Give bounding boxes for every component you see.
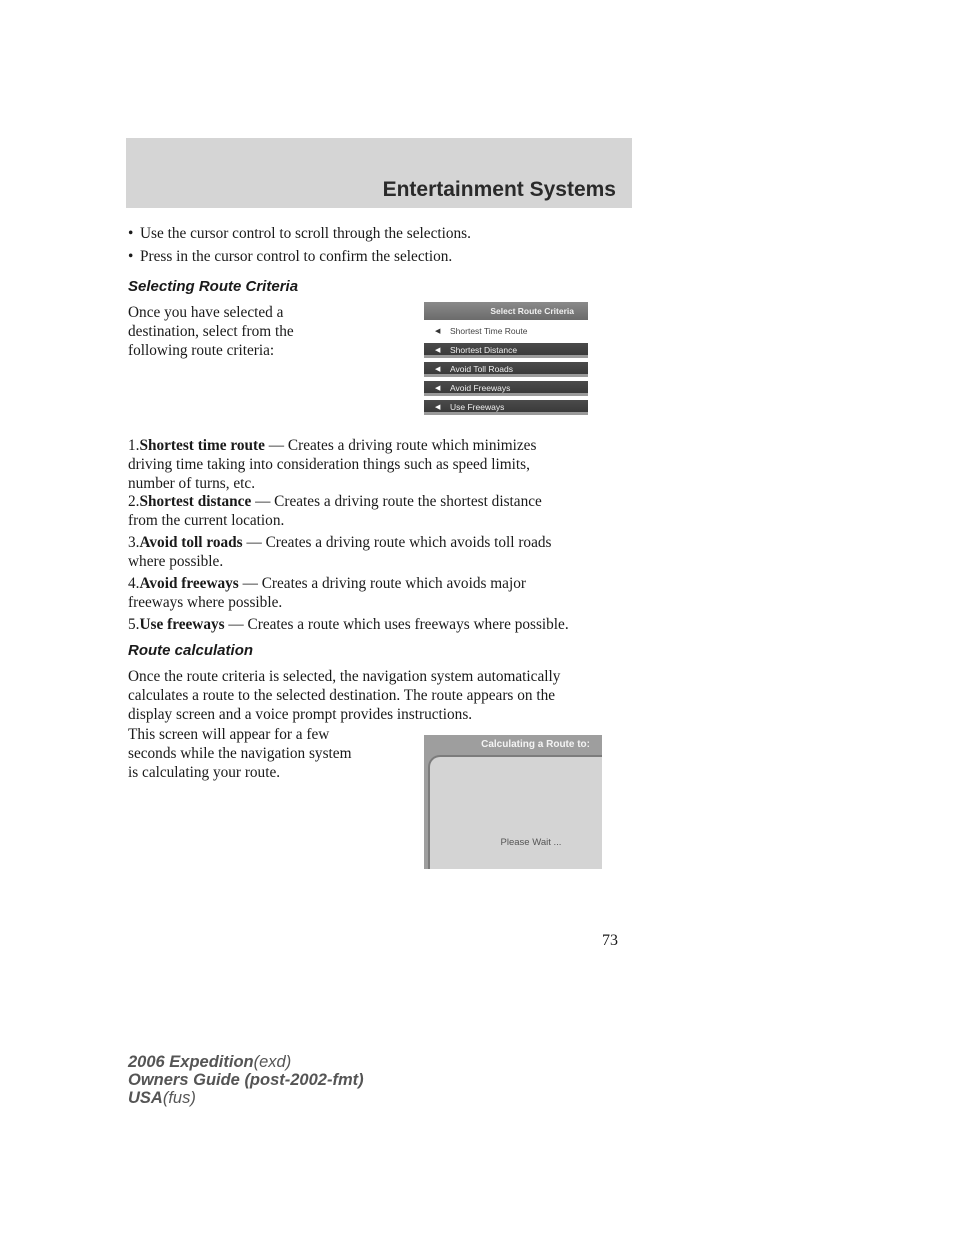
please-wait-text: Please Wait ... xyxy=(500,837,562,848)
left-arrow-icon: ◀ xyxy=(435,328,441,335)
criteria-option[interactable]: ◀ Avoid Freeways xyxy=(424,381,588,396)
calc-screen-title: Calculating a Route to: xyxy=(481,739,590,750)
criteria-option[interactable]: ◀ Shortest Distance xyxy=(424,343,588,358)
section-heading: Route calculation xyxy=(128,642,254,659)
criteria-description: 4.Avoid freeways — Creates a driving route which avoids major freeways where possible. xyxy=(128,575,526,611)
screen-description: This screen will appear for a few seconds while the navigation system is calculating your route. xyxy=(128,726,352,781)
page-number: 73 xyxy=(602,932,618,949)
left-arrow-icon: ◀ xyxy=(435,404,441,411)
criteria-description: 2.Shortest distance — Creates a driving route the shortest distance from the current location. xyxy=(128,493,542,529)
header-band xyxy=(126,138,632,208)
header-title: Entertainment Systems xyxy=(382,178,616,201)
criteria-screen-title: Select Route Criteria xyxy=(424,302,588,320)
bullet-item: • Press in the cursor control to confirm the selection. xyxy=(128,248,453,265)
calc-panel xyxy=(428,755,602,869)
criteria-description: 3.Avoid toll roads — Creates a driving route which avoids toll roads where possible. xyxy=(128,534,552,570)
criteria-description: 5.Use freeways — Creates a route which uses freeways where possible. xyxy=(128,616,569,633)
criteria-option[interactable]: ◀ Avoid Toll Roads xyxy=(424,362,588,377)
criteria-option[interactable]: ◀ Shortest Time Route xyxy=(424,324,588,339)
intro-paragraph: Once you have selected a destination, select from the following route criteria: xyxy=(128,304,294,359)
route-criteria-screen xyxy=(424,302,588,419)
left-arrow-icon: ◀ xyxy=(435,385,441,392)
footer: 2006 Expedition(exd) Owners Guide (post-2002-fmt) USA(fus) xyxy=(128,1053,364,1107)
left-arrow-icon: ◀ xyxy=(435,347,441,354)
calculating-screen xyxy=(424,735,602,869)
bullet-item: • Use the cursor control to scroll through the selections. xyxy=(128,225,471,242)
section-heading: Selecting Route Criteria xyxy=(128,278,299,295)
criteria-option[interactable]: ◀ Use Freeways xyxy=(424,400,588,415)
route-calc-paragraph: Once the route criteria is selected, the navigation system automatically calculates a route to the selected destination. The route appears on the display screen and a voice prompt provides instructions. xyxy=(128,668,561,723)
criteria-description: 1.Shortest time route — Creates a driving route which minimizes driving time taking into consideration things such as speed limits, number of turns, etc. xyxy=(128,437,537,492)
left-arrow-icon: ◀ xyxy=(435,366,441,373)
